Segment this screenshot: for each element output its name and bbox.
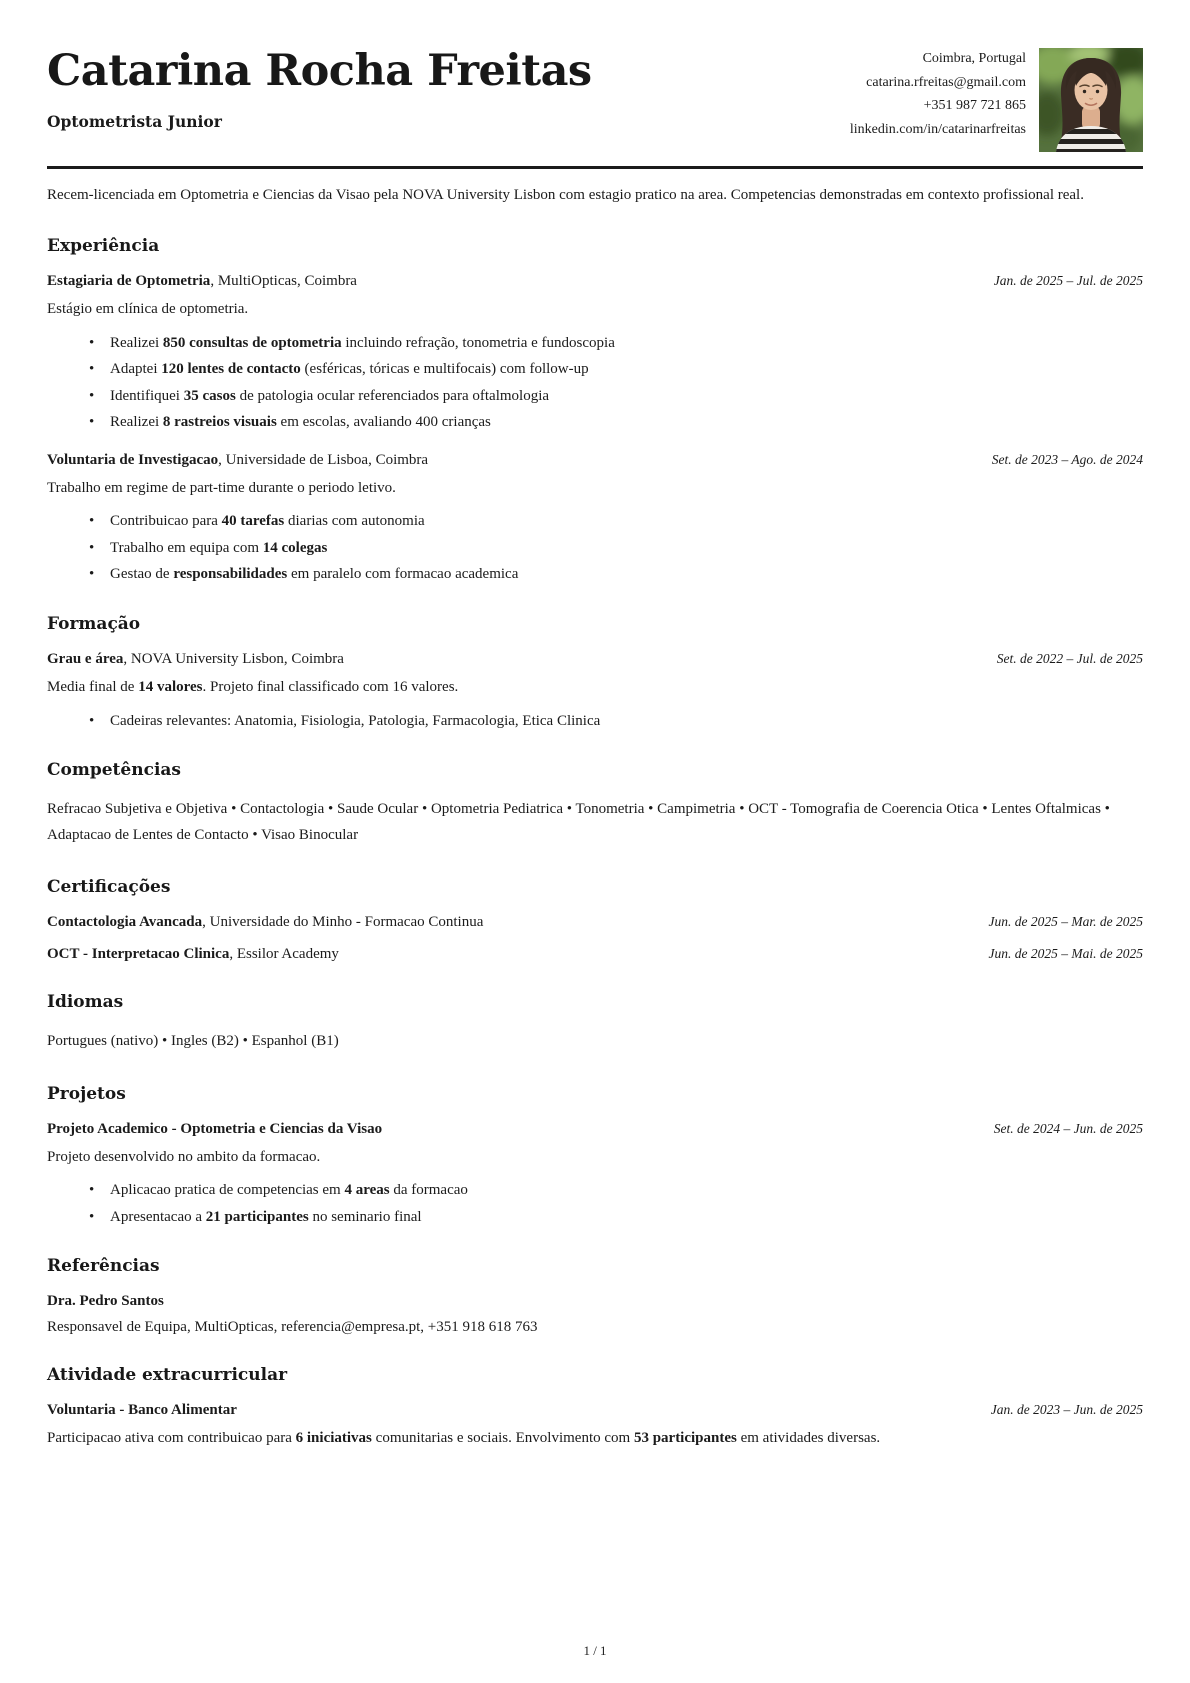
certification-issuer: , Universidade do Minho - Formacao Continua [202, 914, 484, 930]
entry-head [47, 273, 1143, 290]
contact-email: catarina.rfreitas@gmail.com [866, 74, 1026, 90]
entry-bullet-list [47, 512, 1143, 585]
entry-head [47, 1402, 1143, 1419]
section-references [47, 1256, 1143, 1336]
entry-title: Voluntaria de Investigacao [47, 451, 219, 468]
entry-title-line [47, 452, 428, 469]
entry-title: Estagiaria de Optometria [47, 272, 211, 289]
entry-organization: , MultiOpticas, Coimbra [210, 272, 357, 289]
header-identity [47, 42, 850, 131]
entry-title: Voluntaria - Banco Alimentar [47, 1402, 237, 1419]
skills-heading: Competências [47, 760, 181, 780]
entry-description: Trabalho em regime de part-time durante o periodo letivo. [47, 479, 396, 496]
entry-bullet-list [47, 712, 1143, 732]
entry-title-line [47, 273, 357, 290]
page-number: 1 / 1 [583, 1643, 607, 1658]
header [47, 42, 1143, 152]
certification-entry-1 [47, 914, 1143, 931]
entry-description: Estágio em clínica de optometria. [47, 300, 249, 317]
extracurricular-description: Participacao ativa com contribuicao para 6 iniciativas comunitarias e sociais. Envolvimento com 53 participantes em atividades diversas. [47, 1430, 881, 1447]
bullet-item: • Contribuicao para 40 tarefas diarias com autonomia [110, 512, 1143, 532]
header-contact-block [850, 42, 1143, 152]
contact-linkedin: linkedin.com/in/catarinarfreitas [849, 121, 1026, 137]
summary-text: Recem-licenciada em Optometria e Ciencias da Visao pela NOVA University Lisbon com estagio pratico na area. Competencias demonstradas em contexto profissional real. [47, 186, 1084, 203]
bullet-item: • Realizei 8 rastreios visuais em escolas, avaliando 400 crianças [110, 413, 1143, 433]
bullet-item: • Adaptei 120 lentes de contacto (esféricas, tóricas e multifocais) com follow-up [110, 360, 1143, 380]
extracurricular-title [47, 1402, 237, 1419]
profile-photo [1039, 48, 1143, 152]
experience-entry-2 [47, 452, 1143, 585]
bullet-item: • Trabalho em equipa com 14 colegas [110, 539, 1143, 559]
reference-name: Dra. Pedro Santos [47, 1293, 164, 1310]
education-heading: Formação [47, 613, 141, 634]
certification-dates: Jun. de 2025 – Mai. de 2025 [988, 946, 1143, 961]
section-extracurricular [47, 1365, 1143, 1450]
certification-title: Contactologia Avancada [47, 914, 203, 930]
bullet-item: • Identifiquei 35 casos de patologia ocular referenciados para oftalmologia [110, 387, 1143, 407]
section-certifications [47, 877, 1143, 963]
contact-info [850, 47, 1026, 141]
projects-heading: Projetos [47, 1083, 126, 1104]
reference-entry [47, 1293, 1143, 1336]
project-title: Projeto Academico - Optometria e Ciencias da Visao [47, 1120, 383, 1137]
certification-issuer: , Essilor Academy [229, 946, 339, 962]
project-entry [47, 1121, 1143, 1228]
references-heading: Referências [47, 1256, 160, 1277]
certification-title: OCT - Interpretacao Clinica [47, 946, 230, 962]
entry-dates: Jan. de 2025 – Jul. de 2025 [993, 272, 1143, 288]
job-title: Optometrista Junior [47, 111, 222, 131]
contact-phone: +351 987 721 865 [923, 98, 1026, 113]
bullet-item: • Cadeiras relevantes: Anatomia, Fisiologia, Patologia, Farmacologia, Etica Clinica [110, 712, 1143, 732]
entry-head [47, 651, 1143, 668]
section-education [47, 614, 1143, 731]
experience-heading: Experiência [47, 235, 160, 256]
certifications-heading: Certificações [47, 877, 171, 897]
bullet-item: • Aplicacao pratica de competencias em 4 areas da formacao [110, 1181, 1143, 1201]
certification-dates: Jun. de 2025 – Mar. de 2025 [988, 914, 1143, 929]
extracurricular-entry [47, 1402, 1143, 1450]
entry-head [47, 1121, 1143, 1138]
entry-organization: , NOVA University Lisbon, Coimbra [123, 650, 344, 667]
extracurricular-heading: Atividade extracurricular [47, 1365, 288, 1386]
section-skills [47, 760, 1143, 848]
entry-bullet-list [47, 1181, 1143, 1227]
extracurricular-dates: Jan. de 2023 – Jun. de 2025 [990, 1402, 1143, 1418]
project-description: Projeto desenvolvido no ambito da formacao. [47, 1148, 321, 1165]
entry-organization: , Universidade de Lisboa, Coimbra [218, 451, 429, 468]
entry-description: Media final de 14 valores. Projeto final classificado com 16 valores. [47, 678, 459, 695]
bullet-item: • Realizei 850 consultas de optometria incluindo refração, tonometria e fundoscopia [110, 334, 1143, 354]
bullet-item: • Apresentacao a 21 participantes no seminario final [110, 1208, 1143, 1228]
person-name: Catarina Rocha Freitas [47, 46, 592, 96]
section-languages [47, 992, 1143, 1055]
entry-title-line [47, 651, 344, 668]
entry-dates: Set. de 2022 – Jul. de 2025 [996, 650, 1143, 666]
entry-dates: Set. de 2023 – Ago. de 2024 [991, 451, 1143, 467]
languages-heading: Idiomas [47, 992, 124, 1012]
reference-details: Responsavel de Equipa, MultiOpticas, referencia@empresa.pt, +351 918 618 763 [47, 1319, 538, 1336]
entry-head [47, 452, 1143, 469]
education-entry [47, 651, 1143, 731]
experience-entry-1 [47, 273, 1143, 433]
entry-title: Grau e área [47, 650, 124, 667]
section-experience [47, 236, 1143, 585]
entry-title-line [47, 1121, 382, 1138]
section-projects [47, 1084, 1143, 1228]
entry-title-line [47, 946, 339, 963]
entry-bullet-list [47, 334, 1143, 433]
certification-entry-2 [47, 946, 1143, 963]
bullet-item: • Gestao de responsabilidades em paralelo com formacao academica [110, 565, 1143, 585]
entry-title-line [47, 914, 483, 931]
skills-list: Refracao Subjetiva e Objetiva • Contactologia • Saude Ocular • Optometria Pediatrica • Tonometria • Campimetria • OCT - Tomografia de Coerencia Otica • Lentes Oftalmicas • Adaptacao de Lentes de Contacto • Visao Binocular [47, 801, 1110, 843]
project-dates: Set. de 2024 – Jun. de 2025 [993, 1120, 1143, 1136]
header-divider [47, 166, 1143, 169]
contact-location: Coimbra, Portugal [922, 51, 1026, 66]
languages-list: Portugues (nativo) • Ingles (B2) • Espanhol (B1) [47, 1033, 339, 1049]
